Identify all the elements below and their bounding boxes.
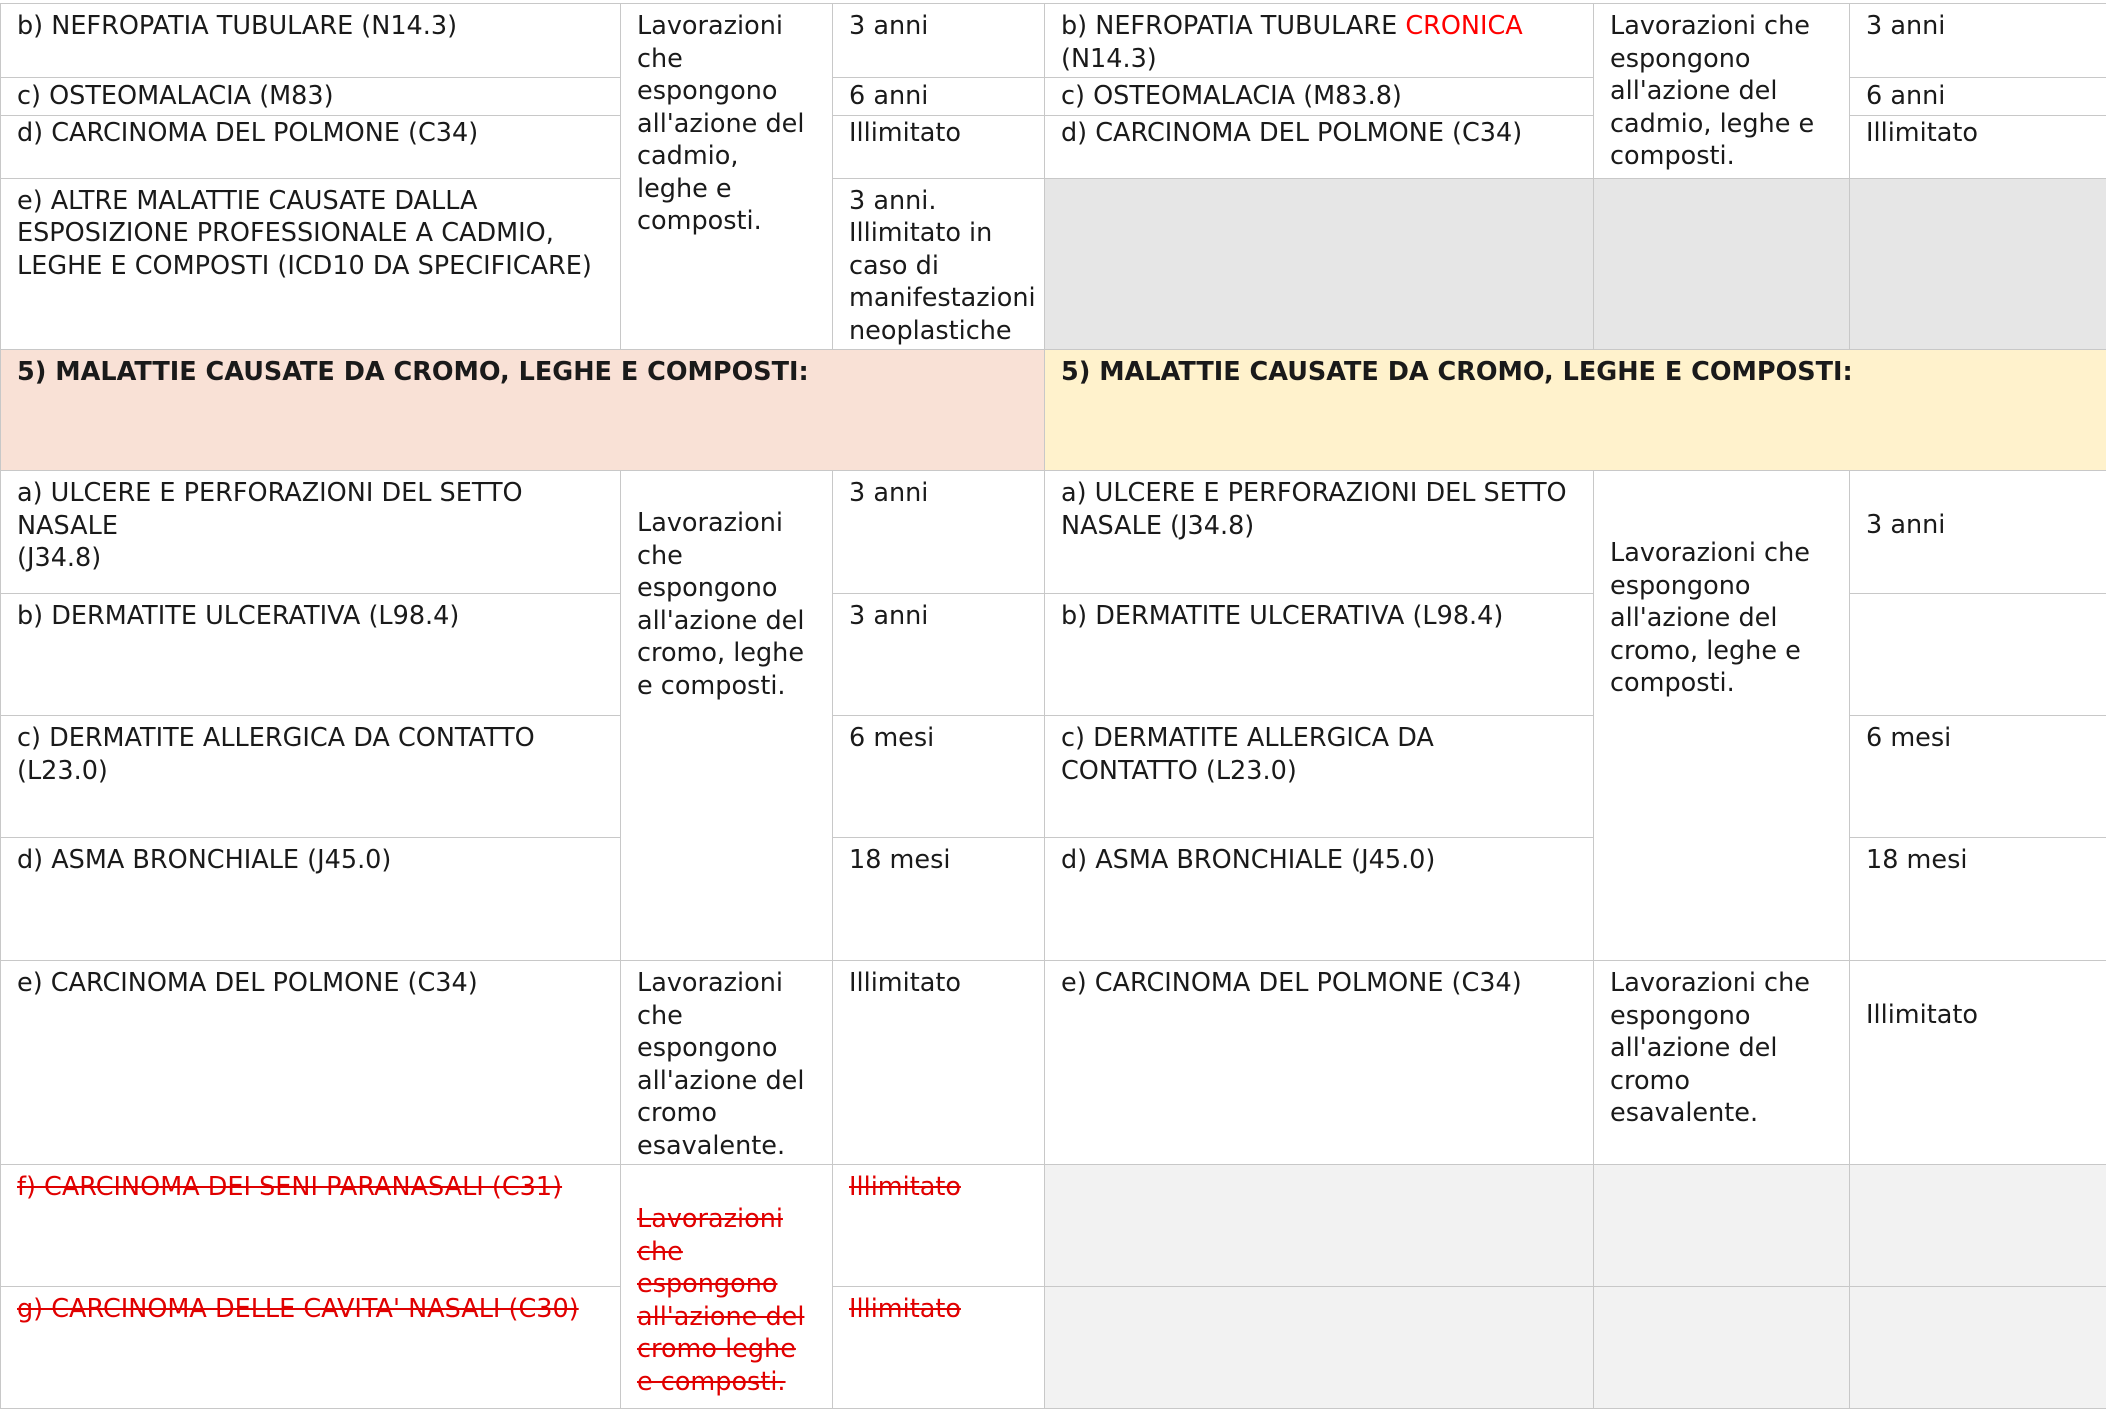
right-disease-cell: d) ASMA BRONCHIALE (J45.0) [1045, 838, 1594, 961]
table-row [1, 961, 2106, 1165]
left-disease-cell: c) DERMATITE ALLERGICA DA CONTATTO (L23.0) [1, 716, 621, 838]
table-row [1, 4, 2106, 78]
left-disease-cell: e) CARCINOMA DEL POLMONE (C34) [1, 961, 621, 1165]
left-period-cell: 3 anni [833, 471, 1045, 594]
right-disease-cell [1045, 4, 1594, 78]
left-disease-cell: d) CARCINOMA DEL POLMONE (C34) [1, 115, 621, 178]
empty-cell [1045, 1165, 1594, 1287]
right-disease-cell: c) DERMATITE ALLERGICA DA CONTATTO (L23.0) [1045, 716, 1594, 838]
left-period-cell: Illimitato [833, 115, 1045, 178]
empty-cell [1594, 178, 1850, 350]
right-period-cell: 6 mesi [1850, 716, 2106, 838]
disease-text: (N14.3) [1061, 44, 1157, 74]
right-disease-cell: e) CARCINOMA DEL POLMONE (C34) [1045, 961, 1594, 1165]
empty-cell [1850, 1165, 2106, 1287]
empty-cell [1850, 1287, 2106, 1409]
left-period-cell: 3 anni. Illimitato in caso di manifestazioni neoplastiche [833, 178, 1045, 350]
left-period-cell: 6 mesi [833, 716, 1045, 838]
right-disease-cell: c) OSTEOMALACIA (M83.8) [1045, 78, 1594, 116]
left-disease-cell [1, 1287, 621, 1409]
right-period-cell: Illimitato [1850, 115, 2106, 178]
deleted-text: g) CARCINOMA DELLE CAVITA' NASALI (C30) [17, 1294, 579, 1324]
comparison-table [0, 3, 2106, 1409]
deleted-text: f) CARCINOMA DEI SENI PARANASALI (C31) [17, 1172, 562, 1202]
left-work-cell: Lavorazioni che espongono all'azione del cadmio, leghe e composti. [621, 4, 833, 350]
left-disease-cell: b) NEFROPATIA TUBULARE (N14.3) [1, 4, 621, 78]
right-period-cell: 3 anni [1850, 4, 2106, 78]
left-disease-cell: a) ULCERE E PERFORAZIONI DEL SETTO NASALE (J34.8) [1, 471, 621, 594]
deleted-text: Lavorazioni che espongono all'azione del cromo leghe e composti. [637, 1204, 804, 1397]
empty-cell [1850, 178, 2106, 350]
left-period-cell: 18 mesi [833, 838, 1045, 961]
right-period-cell: Illimitato [1850, 961, 2106, 1165]
left-period-cell: 6 anni [833, 78, 1045, 116]
left-work-cell: Lavorazioni che espongono all'azione del cromo, leghe e composti. [621, 471, 833, 961]
disease-code: (J34.8) [17, 543, 101, 573]
right-period-cell: 3 anni [1850, 471, 2106, 594]
right-work-cell: Lavorazioni che espongono all'azione del cromo, leghe e composti. [1594, 471, 1850, 961]
right-work-cell: Lavorazioni che espongono all'azione del cromo esavalente. [1594, 961, 1850, 1165]
empty-cell [1045, 178, 1594, 350]
left-period-cell [833, 1165, 1045, 1287]
table-row [1, 178, 2106, 350]
comparison-table-page [0, 3, 2106, 1409]
left-disease-cell: b) DERMATITE ULCERATIVA (L98.4) [1, 594, 621, 716]
left-period-cell: 3 anni [833, 4, 1045, 78]
section-header-row [1, 350, 2106, 471]
right-disease-cell: b) DERMATITE ULCERATIVA (L98.4) [1045, 594, 1594, 716]
empty-cell [1594, 1165, 1850, 1287]
disease-text: b) NEFROPATIA TUBULARE [1061, 11, 1405, 41]
added-text: CRONICA [1405, 11, 1522, 41]
right-disease-cell: d) CARCINOMA DEL POLMONE (C34) [1045, 115, 1594, 178]
section-title: 5) MALATTIE CAUSATE DA CROMO, LEGHE E COMPOSTI: [1, 350, 1045, 471]
left-work-cell: Lavorazioni che espongono all'azione del cromo esavalente. [621, 961, 833, 1165]
left-disease-cell [1, 1165, 621, 1287]
left-period-cell: 3 anni [833, 594, 1045, 716]
table-row-deleted [1, 1165, 2106, 1287]
left-work-cell [621, 1165, 833, 1409]
right-period-cell: 18 mesi [1850, 838, 2106, 961]
left-disease-cell: c) OSTEOMALACIA (M83) [1, 78, 621, 116]
left-disease-cell: e) ALTRE MALATTIE CAUSATE DALLA ESPOSIZIONE PROFESSIONALE A CADMIO, LEGHE E COMPOSTI (ICD10 DA SPECIFICARE) [1, 178, 621, 350]
left-period-cell: Illimitato [833, 961, 1045, 1165]
left-period-cell [833, 1287, 1045, 1409]
right-period-cell: 6 anni [1850, 78, 2106, 116]
left-disease-cell: d) ASMA BRONCHIALE (J45.0) [1, 838, 621, 961]
table-row [1, 471, 2106, 594]
deleted-text: Illimitato [849, 1172, 961, 1202]
empty-cell [1594, 1287, 1850, 1409]
right-disease-cell: a) ULCERE E PERFORAZIONI DEL SETTO NASALE (J34.8) [1045, 471, 1594, 594]
section-title: 5) MALATTIE CAUSATE DA CROMO, LEGHE E COMPOSTI: [1045, 350, 2106, 471]
table-row-deleted [1, 1287, 2106, 1409]
empty-cell [1045, 1287, 1594, 1409]
deleted-text: Illimitato [849, 1294, 961, 1324]
right-work-cell: Lavorazioni che espongono all'azione del cadmio, leghe e composti. [1594, 4, 1850, 179]
right-period-cell [1850, 594, 2106, 716]
